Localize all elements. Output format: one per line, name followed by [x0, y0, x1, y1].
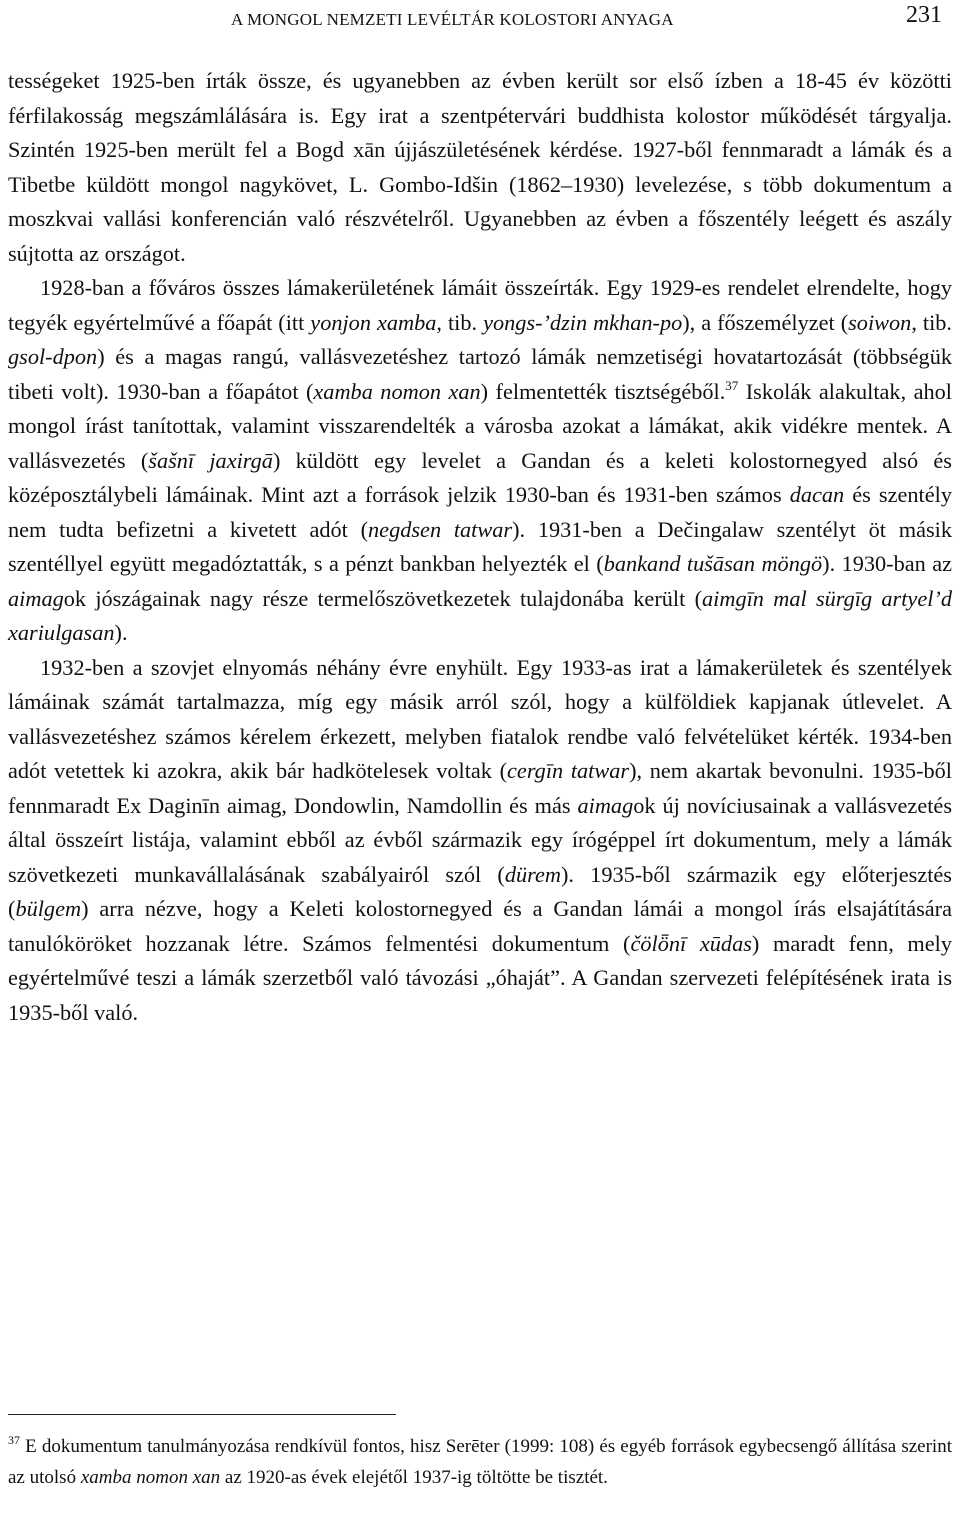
page-number: 231	[906, 2, 942, 28]
italic-term: xamba nomon xan	[313, 378, 481, 404]
italic-term: yongs-’dzin mkhan-po	[483, 309, 683, 335]
italic-term: čölȫnī xūdas	[630, 930, 752, 956]
footnote	[8, 1432, 952, 1493]
italic-term: cergīn tatwar	[507, 758, 630, 783]
footnote-mark: 37	[8, 1433, 20, 1447]
paragraph	[8, 271, 952, 651]
footnote-reference: 37	[725, 377, 739, 393]
text-run: ). 1930-ban az	[822, 551, 952, 576]
text-run: ). 1931-ben a Dečingalaw szentélyt öt másik szentéllyel együtt megadóztatták, s a pénzt bankban helyezték el (	[8, 516, 952, 576]
text-run: ) felmentették tisztségéből.	[480, 378, 726, 404]
text-run: , tib.	[436, 309, 484, 335]
text-run: tességeket 1925-ben írták össze, és ugyanebben az évben került sor első ízben a 18-45 év közötti férfilakosság megszámlálására is. Egy irat a szentpétervári buddhista kolostor működését tárgyalja. Szintén 1925-ben merült fel a Bogd xān újjászületésének kérdése. 1927-ből fennmaradt a lámák és a Tibetbe küldött mongol nagykövet, L. Gombo-Idšin (1862–1930) levelezése, s több dokumentum a moszkvai vallási konferencián való részvételről. Ugyanebben az évben a főszentély leégett és aszály sújtotta az országot.	[8, 68, 952, 266]
footnote-divider	[8, 1414, 396, 1415]
running-title: A MONGOL NEMZETI LEVÉLTÁR KOLOSTORI ANYAGA	[231, 10, 674, 29]
text-run: E dokumentum tanulmányozása rendkívül fontos, hisz Serēter (1999: 108) és egyéb források egybecsengő állítása szerint az utolsó	[8, 1436, 952, 1488]
italic-term: dacan	[789, 482, 845, 507]
text-run: Iskolák alakultak, ahol mongol írást tanítottak, valamint visszarendelték a városba azokat a lámákat, akik vidékre mentek. A vallásvezetés (	[8, 378, 952, 473]
text-run: ), a főszemélyzet (	[682, 309, 849, 335]
paragraph	[8, 64, 952, 271]
paragraph	[8, 651, 952, 1031]
text-run: ok új novíciusainak a vallásvezetés által összeírt listája, valamint ebből az évből származik egy írógéppel írt dokumentum, mely a lámák szövetkezeti munkavállalásának szabályairól szól (	[8, 792, 952, 887]
italic-term: xamba nomon xan	[80, 1466, 221, 1488]
text-run: az 1920-as évek elejétől 1937-ig töltötte be tisztét.	[220, 1466, 608, 1488]
italic-term: yonjon xamba	[310, 309, 437, 335]
text-run: ) küldött egy levelet a Gandan és a keleti kolostornegyed alsó és középosztálybeli lámáinak. Mint azt a források jelzik 1930-ban és 1931-ben számos	[8, 447, 952, 507]
italic-term: šašnī jaxirgā	[148, 447, 273, 473]
text-run: ).	[114, 620, 128, 645]
text-run: , tib.	[911, 309, 952, 335]
italic-term: negdsen tatwar	[368, 516, 513, 542]
text-run: 1932-ben a szovjet elnyomás néhány évre enyhült. Egy 1933-as irat a lámakerületek és szentélyek lámáinak számát tartalmazza, míg egy másik arról szól, hogy a külföldiek kapjanak útlevelet. A vallásvezetéshez számos kérelem érkezett, melyben fiatalok rendbe való felvételüket kérték. 1934-ben adót vetettek ki azokra, akik bár hadkötelesek voltak (	[8, 654, 952, 783]
italic-term: gsol-dpon	[8, 344, 98, 369]
italic-term: dürem	[504, 861, 561, 887]
text-run: ok jószágainak nagy része termelőszövetkezetek tulajdonába került (	[63, 585, 702, 611]
text-run: és szentély nem tudta befizetni a kivetett adót (	[8, 482, 952, 542]
italic-term: aimgīn mal sürgīg artyel’d xariulgasan	[8, 585, 952, 645]
text-run: ) maradt fenn, mely egyértelművé teszi a lámák szerzetből való távozási „óhaját”. A Gandan szervezeti felépítésének irata is 1935-ből való.	[8, 930, 953, 1025]
body-text	[8, 64, 952, 1030]
text-run: ) arra nézve, hogy a Keleti kolostornegyed és a Gandan lámái a mongol írás elsajátítására tanulóköröket hozzanak létre. Számos felmentési dokumentum (	[8, 896, 952, 956]
text-run: ). 1935-ből származik egy előterjesztés (	[8, 861, 952, 921]
italic-term: bankand tušāsan möngö	[603, 551, 823, 576]
italic-term: bülgem	[15, 896, 82, 921]
italic-term: aimag	[577, 792, 634, 818]
footnote-paragraph	[8, 1432, 952, 1493]
text-run: ) és a magas rangú, vallásvezetéshez tartozó lámák nemzetiségi hovatartozását (többségük tibeti volt). 1930-ban a főapátot (	[8, 344, 952, 404]
page-header	[8, 4, 952, 34]
italic-term: soiwon	[848, 309, 912, 335]
text-run: 1928-ban a főváros összes lámakerületének lámáit összeírták. Egy 1929-es rendelet elrendelte, hogy tegyék egyértelművé a főapát (itt	[8, 275, 952, 335]
italic-term: aimag	[8, 585, 64, 611]
text-run: ), nem akartak bevonulni. 1935-ből fennmaradt Ex Daginīn aimag, Dondowlin, Namdollin és más	[8, 758, 952, 818]
